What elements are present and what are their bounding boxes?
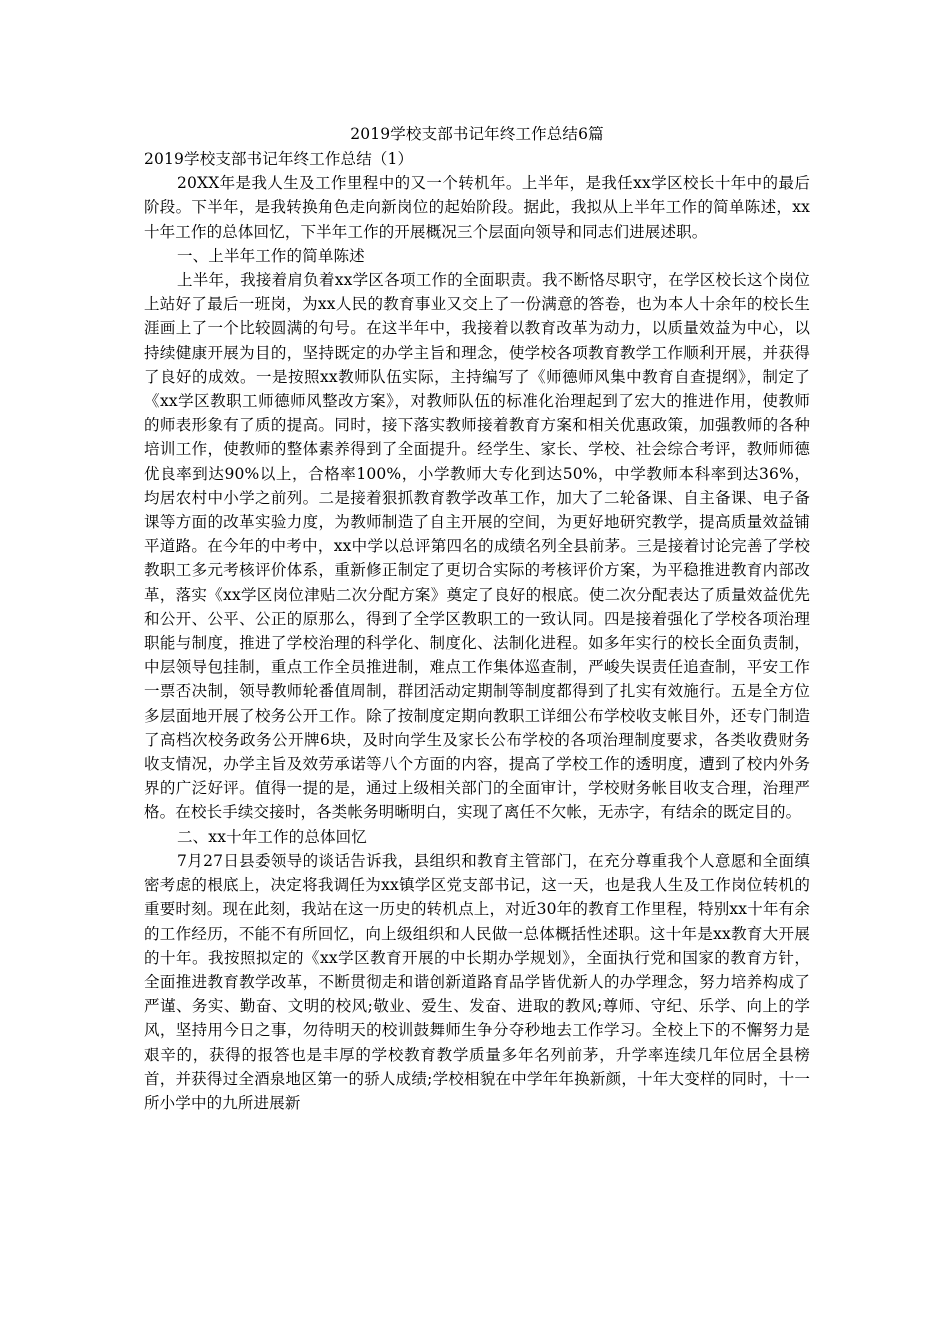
document-title: 2019学校支部书记年终工作总结6篇 <box>350 125 604 143</box>
heading-first-half-review: 一、上半年工作的简单陈述 <box>177 246 365 265</box>
document-page <box>144 122 810 1115</box>
heading-ten-year-review: 二、xx十年工作的总体回忆 <box>177 827 367 846</box>
section-title: 2019学校支部书记年终工作总结（1） <box>144 150 414 168</box>
paragraph-first-half: 上半年，我接着肩负着xx学区各项工作的全面职责。我不断恪尽职守，在学区校长这个岗位上站好了最后一班岗，为xx人民的教育事业又交上了一份满意的答卷，也为本人十余年的校长生涯画上了一个比较圆满的句号。在这半年中，我接着以教育改革为动力，以质量效益为中心，以持续健康开展为目的，坚持既定的办学主旨和理念，使学校各项教育教学工作顺利开展，并获得了良好的成效。一是按照xx教师队伍实际，主持编写了《师德师风集中教育自查提纲》，制定了《xx学区教职工师德师风整改方案》，对教师队伍的标准化治理起到了宏大的推进作用，使教师的师表形象有了质的提高。同时，接下落实教师接着教育方案和相关优惠政策，加强教师的各种培训工作，使教师的整体素养得到了全面提升。经学生、家长、学校、社会综合考评，教师师德优良率到达90%以上，合格率100%，小学教师大专化到达50%，中学教师本科率到达36%，均居农村中小学之前列。二是接着狠抓教育教学改革工作，加大了二轮备课、自主备课、电子备课等方面的改革实验力度，为教师制造了自主开展的空间，为更好地研究教学，提高质量效益铺平道路。在今年的中考中，xx中学以总评第四名的成绩名列全县前茅。三是接着讨论完善了学校教职工多元考核评价体系，重新修正制定了更切合实际的考核评价方案，为平稳推进教育内部改革，落实《xx学区岗位津贴二次分配方案》奠定了良好的根底。使二次分配表达了质量效益优先和公开、公平、公正的原那么，得到了全学区教职工的一致认同。四是接着强化了学校各项治理职能与制度，推进了学校治理的科学化、制度化、法制化进程。如多年实行的校长全面负责制，中层领导包挂制，重点工作全员推进制，难点工作集体巡查制，严峻失误责任追查制，平安工作一票否决制，领导教师轮番值周制，群团活动定期制等制度都得到了扎实有效施行。五是全方位多层面地开展了校务公开工作。除了按制度定期向教职工详细公布学校收支帐目外，还专门制造了高档次校务政务公开牌6块，及时向学生及家长公布学校的各项治理制度要求，各类收费财务收支情况，办学主旨及效劳承诺等八个方面的内容，提高了学校工作的透明度，遭到了校内外务界的广泛好评。值得一提的是，通过上级相关部门的全面审计，学校财务帐目收支合理，治理严格。在校长手续交接时，各类帐务明晰明白，实现了离任不欠帐，无赤字，有结余的既定目的。 <box>144 271 810 822</box>
paragraph-intro: 20XX年是我人生及工作里程中的又一个转机年。上半年，是我任xx学区校长十年中的最后阶段。下半年，是我转换角色走向新岗位的起始阶段。据此，我拟从上半年工作的简单陈述，xx十年工作的总体回忆，下半年工作的开展概况三个层面向领导和同志们进展述职。 <box>144 174 810 241</box>
paragraph-ten-year: 7月27日县委领导的谈话告诉我，县组织和教育主管部门，在充分尊重我个人意愿和全面缜密考虑的根底上，决定将我调任为xx镇学区党支部书记，这一天，也是我人生及工作岗位转机的重要时刻。现在此刻，我站在这一历史的转机点上，对近30年的教育工作里程，特别xx十年有余的工作经历，不能不有所回忆，向上级组织和人民做一总体概括性述职。这十年是xx教育大开展的十年。我按照拟定的《xx学区教育开展的中长期办学规划》，全面执行党和国家的教育方针，全面推进教育教学改革，不断贯彻走和谐创新道路育品学皆优新人的办学理念，努力培养构成了严谨、务实、勤奋、文明的校风;敬业、爱生、发奋、进取的教风;尊师、守纪、乐学、向上的学风，坚持用今日之事，勿待明天的校训鼓舞师生争分夺秒地去工作学习。全校上下的不懈努力是艰辛的，获得的报答也是丰厚的学校教育教学质量多年名列前茅，升学率连续几年位居全县榜首，并获得过全酒泉地区第一的骄人成绩;学校相貌在中学年年换新颜，十年大变样的同时，十一所小学中的九所进展新 <box>144 851 810 1112</box>
